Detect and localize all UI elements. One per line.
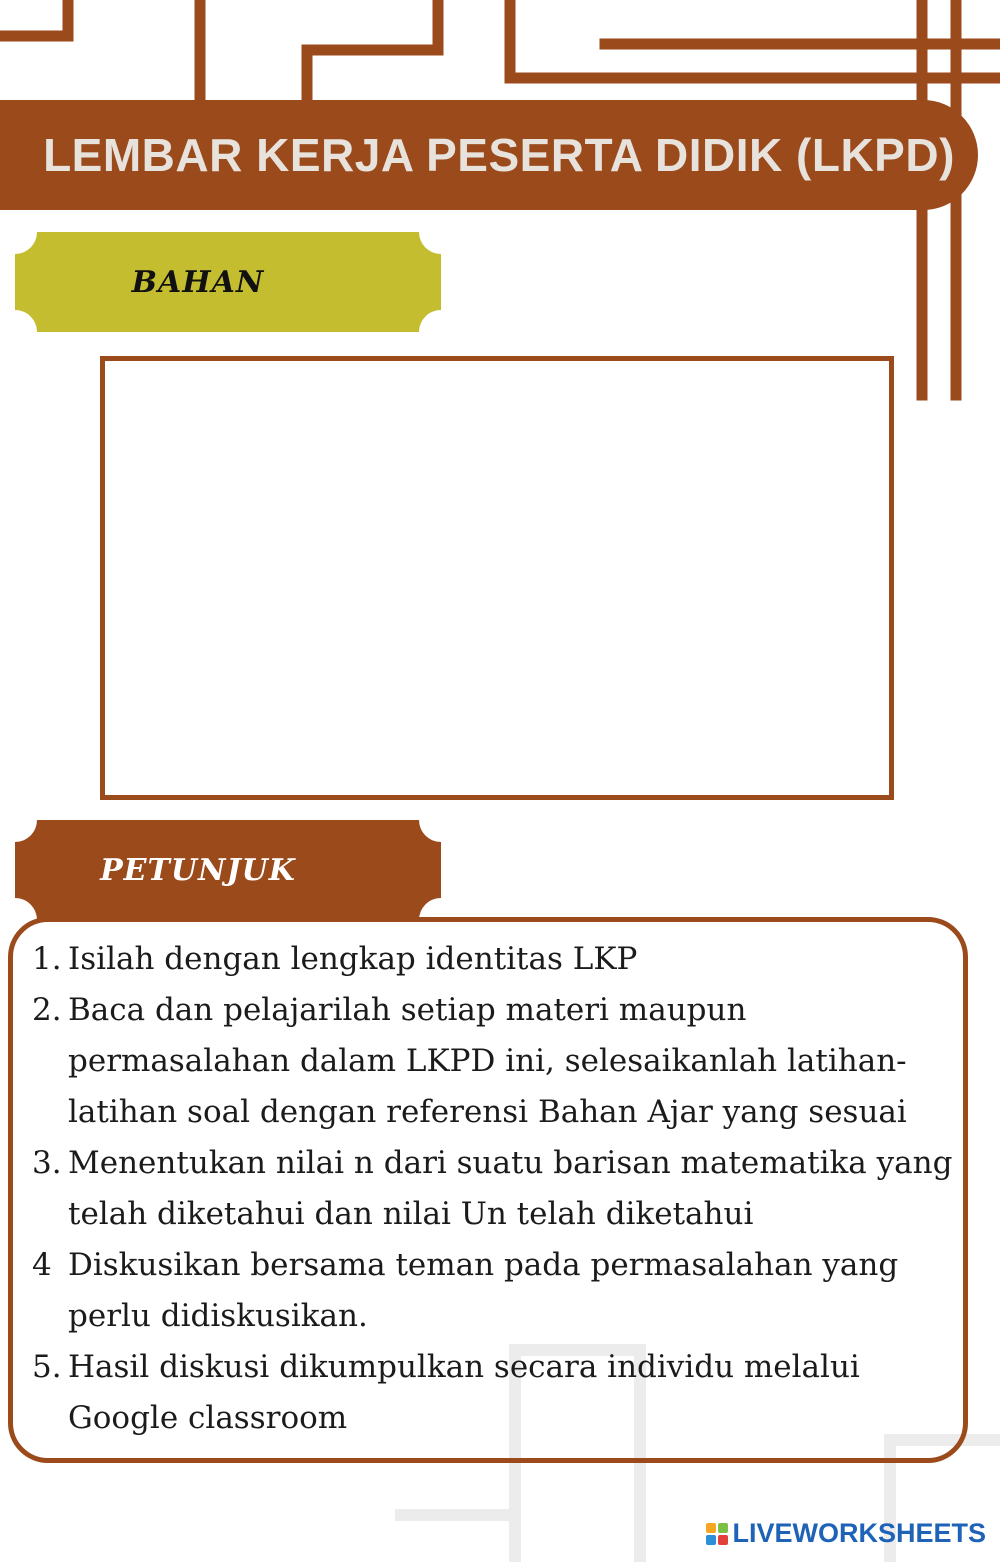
step-number: 4 <box>32 1247 52 1283</box>
title-banner <box>0 100 978 210</box>
petunjuk-steps-list <box>32 934 962 1444</box>
step-number: 1. <box>32 941 62 977</box>
step-number: 2. <box>32 992 62 1028</box>
step-text: Isilah dengan lengkap identitas LKP <box>68 941 638 977</box>
step-text: Menentukan nilai n dari suatu barisan matematika yang telah diketahui dan nilai Un telah diketahui <box>68 1145 953 1232</box>
liveworksheets-brand[interactable] <box>706 1518 986 1549</box>
list-item <box>32 934 962 985</box>
bahan-label-tag <box>15 232 441 332</box>
step-text: Baca dan pelajarilah setiap materi maupun permasalahan dalam LKPD ini, selesaikanlah latihan-latihan soal dengan referensi Bahan Ajar yang sesuai <box>68 992 907 1130</box>
petunjuk-label: PETUNJUK <box>100 852 296 888</box>
list-item <box>32 1138 962 1240</box>
page-title: LEMBAR KERJA PESERTA DIDIK (LKPD) <box>43 129 955 181</box>
bahan-content-box <box>100 356 894 800</box>
step-number: 5. <box>32 1349 62 1385</box>
step-text: Diskusikan bersama teman pada permasalahan yang perlu didiskusikan. <box>68 1247 899 1334</box>
step-text: Hasil diskusi dikumpulkan secara individu melalui Google classroom <box>68 1349 860 1436</box>
list-item <box>32 1240 962 1342</box>
list-item <box>32 1342 962 1444</box>
liveworksheets-logo-icon <box>706 1523 728 1545</box>
bahan-label: BAHAN <box>131 264 265 300</box>
petunjuk-label-tag <box>15 820 441 920</box>
brand-name: LIVEWORKSHEETS <box>732 1518 986 1548</box>
step-number: 3. <box>32 1145 62 1181</box>
list-item <box>32 985 962 1138</box>
